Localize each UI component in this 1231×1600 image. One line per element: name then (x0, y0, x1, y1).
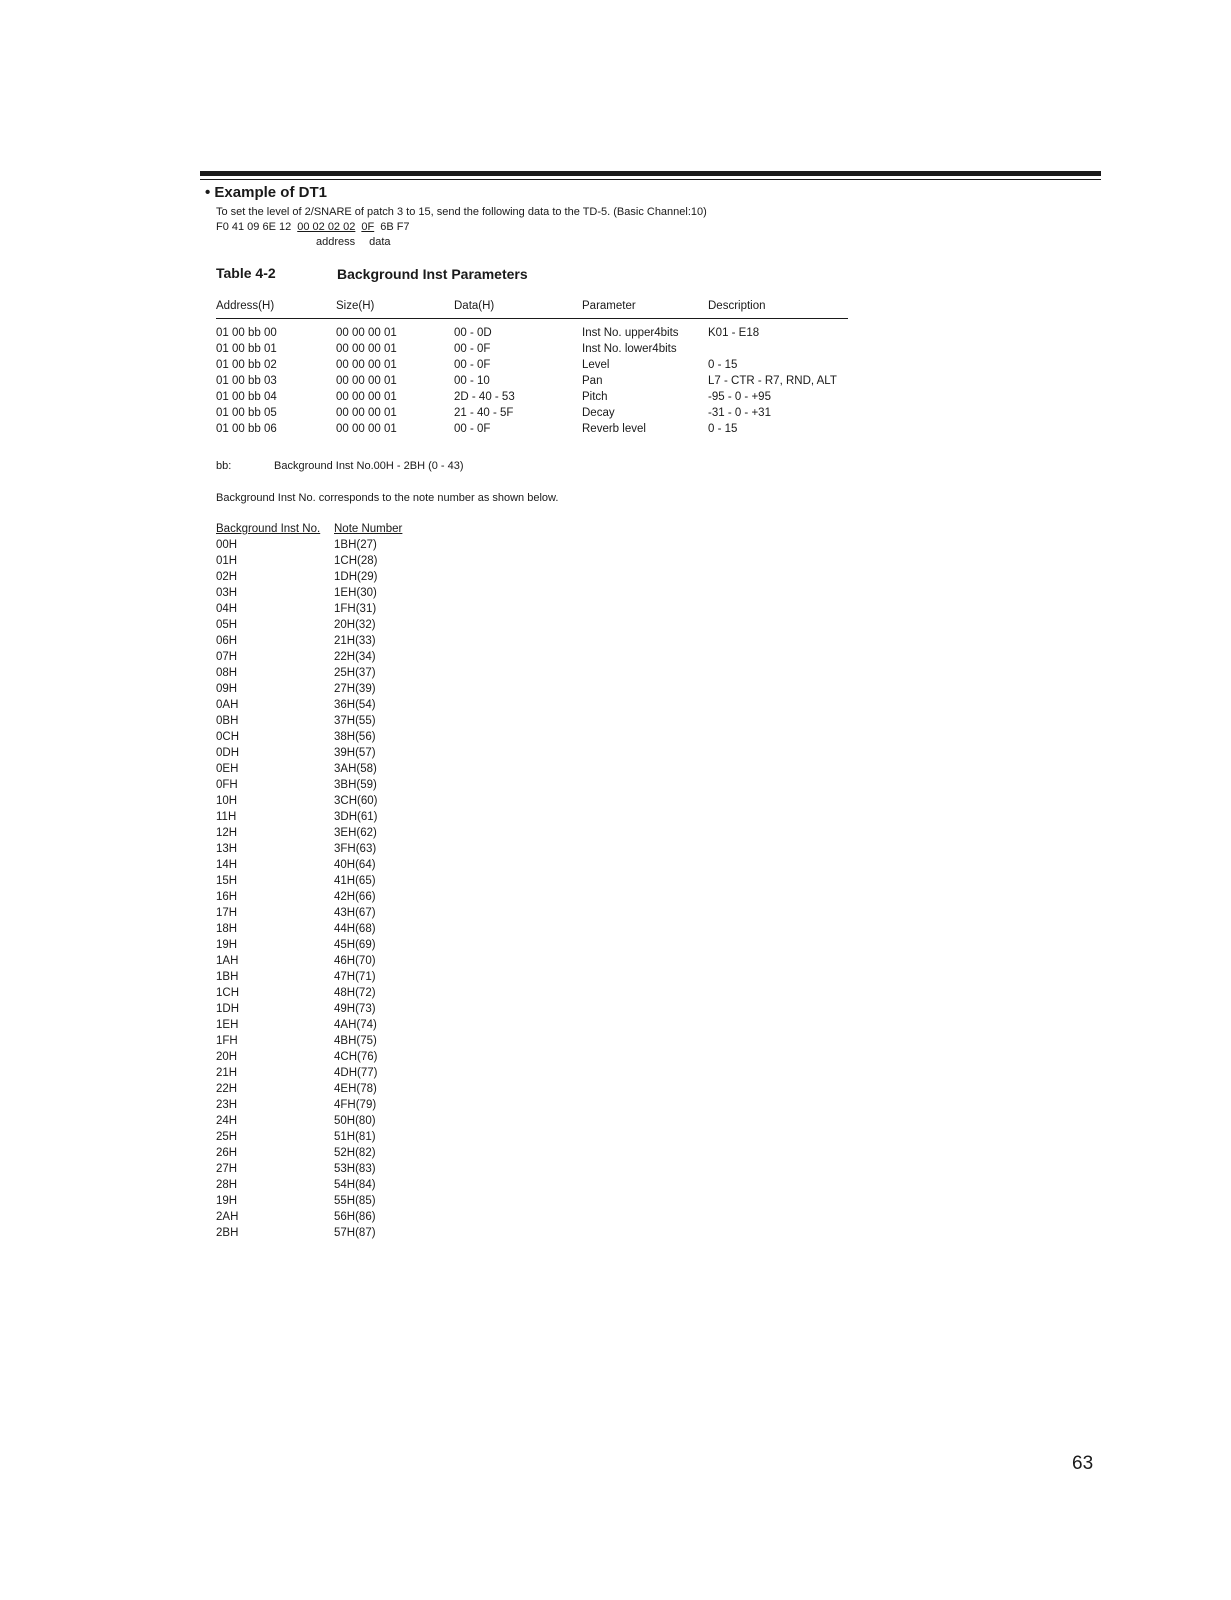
cell-background-inst-no: 00H (216, 539, 238, 551)
cell-background-inst-no: 17H (216, 907, 238, 919)
cell-note-number: 47H(71) (334, 971, 376, 983)
cell-note-number: 3EH(62) (334, 827, 377, 839)
cell-background-inst-no: 21H (216, 1067, 238, 1079)
cell-background-inst-no: 22H (216, 1083, 238, 1095)
cell-background-inst-no: 05H (216, 619, 238, 631)
header-background-inst-no: Background Inst No. (216, 523, 321, 535)
header-rule-thick (200, 171, 1101, 176)
code-address: 00 02 02 02 (297, 221, 356, 233)
cell-note-number: 40H(64) (334, 859, 376, 871)
cell-note-number: 37H(55) (334, 715, 376, 727)
cell-note-number: 22H(34) (334, 651, 376, 663)
cell-data: 00 - 10 (454, 375, 490, 387)
cell-background-inst-no: 24H (216, 1115, 238, 1127)
cell-parameter: Level (582, 359, 610, 371)
cell-note-number: 1DH(29) (334, 571, 378, 583)
cell-description: L7 - CTR - R7, RND, ALT (708, 375, 837, 387)
bb-description: Background Inst No.00H - 2BH (0 - 43) (274, 460, 464, 472)
cell-background-inst-no: 0EH (216, 763, 239, 775)
cell-background-inst-no: 1FH (216, 1035, 238, 1047)
cell-note-number: 50H(80) (334, 1115, 376, 1127)
cell-background-inst-no: 0CH (216, 731, 240, 743)
cell-background-inst-no: 28H (216, 1179, 238, 1191)
cell-background-inst-no: 13H (216, 843, 238, 855)
cell-note-number: 38H(56) (334, 731, 376, 743)
cell-note-number: 51H(81) (334, 1131, 376, 1143)
cell-address: 01 00 bb 03 (216, 375, 277, 387)
cell-note-number: 36H(54) (334, 699, 376, 711)
cell-note-number: 1BH(27) (334, 539, 377, 551)
parameter-table (216, 300, 848, 439)
cell-background-inst-no: 11H (216, 811, 237, 823)
parameter-table-body (216, 319, 848, 439)
table-row (216, 343, 848, 359)
cell-note-number: 4EH(78) (334, 1083, 377, 1095)
header-data: Data(H) (454, 300, 495, 312)
cell-note-number: 1FH(31) (334, 603, 377, 615)
cell-note-number: 39H(57) (334, 747, 376, 759)
cell-note-number: 44H(68) (334, 923, 376, 935)
cell-background-inst-no: 0BH (216, 715, 239, 727)
cell-note-number: 49H(73) (334, 1003, 376, 1015)
cell-address: 01 00 bb 00 (216, 327, 277, 339)
cell-note-number: 25H(37) (334, 667, 376, 679)
example-description: To set the level of 2/SNARE of patch 3 to 15, send the following data to the TD-5. (Basic Channel:10) (216, 206, 707, 218)
header-rule-thin (200, 179, 1101, 180)
cell-data: 00 - 0F (454, 423, 491, 435)
cell-size: 00 00 00 01 (336, 375, 397, 387)
cell-background-inst-no: 10H (216, 795, 238, 807)
cell-background-inst-no: 19H (216, 939, 238, 951)
cell-note-number: 45H(69) (334, 939, 376, 951)
cell-note-number: 27H(39) (334, 683, 376, 695)
cell-size: 00 00 00 01 (336, 343, 397, 355)
cell-note-number: 3FH(63) (334, 843, 377, 855)
cell-background-inst-no: 04H (216, 603, 238, 615)
label-data: data (369, 236, 391, 248)
cell-background-inst-no: 02H (216, 571, 238, 583)
cell-note-number: 20H(32) (334, 619, 376, 631)
cell-background-inst-no: 1EH (216, 1019, 239, 1031)
cell-size: 00 00 00 01 (336, 407, 397, 419)
table-row (216, 327, 848, 343)
cell-background-inst-no: 18H (216, 923, 238, 935)
cell-note-number: 4DH(77) (334, 1067, 378, 1079)
cell-data: 00 - 0F (454, 359, 491, 371)
cell-address: 01 00 bb 04 (216, 391, 277, 403)
parameter-table-header (216, 300, 848, 319)
table-row (216, 359, 848, 375)
cell-address: 01 00 bb 06 (216, 423, 277, 435)
cell-size: 00 00 00 01 (336, 423, 397, 435)
cell-parameter: Pitch (582, 391, 608, 403)
cell-data: 21 - 40 - 5F (454, 407, 514, 419)
bb-label: bb: (216, 460, 232, 472)
cell-background-inst-no: 07H (216, 651, 238, 663)
cell-description: 0 - 15 (708, 359, 738, 371)
example-sysex-code (216, 221, 410, 233)
cell-background-inst-no: 26H (216, 1147, 238, 1159)
cell-background-inst-no: 25H (216, 1131, 238, 1143)
code-prefix: F0 41 09 6E 12 (216, 221, 292, 233)
cell-address: 01 00 bb 01 (216, 343, 277, 355)
table-number: Table 4-2 (216, 265, 276, 281)
cell-background-inst-no: 1BH (216, 971, 239, 983)
cell-note-number: 53H(83) (334, 1163, 376, 1175)
cell-size: 00 00 00 01 (336, 327, 397, 339)
cell-note-number: 57H(87) (334, 1227, 376, 1239)
cell-background-inst-no: 1AH (216, 955, 239, 967)
cell-size: 00 00 00 01 (336, 391, 397, 403)
cell-data: 00 - 0D (454, 327, 492, 339)
table-title: Background Inst Parameters (337, 266, 528, 282)
cell-background-inst-no: 2BH (216, 1227, 239, 1239)
header-note-number: Note Number (334, 523, 403, 535)
cell-note-number: 43H(67) (334, 907, 376, 919)
example-code-labels (316, 236, 405, 248)
cell-note-number: 4CH(76) (334, 1051, 378, 1063)
header-parameter: Parameter (582, 300, 636, 312)
cell-note-number: 3DH(61) (334, 811, 378, 823)
cell-background-inst-no: 1DH (216, 1003, 240, 1015)
cell-note-number: 52H(82) (334, 1147, 376, 1159)
cell-description: -95 - 0 - +95 (708, 391, 771, 403)
cell-note-number: 55H(85) (334, 1195, 376, 1207)
cell-note-number: 3CH(60) (334, 795, 378, 807)
cell-description: -31 - 0 - +31 (708, 407, 771, 419)
cell-background-inst-no: 2AH (216, 1211, 239, 1223)
cell-note-number: 42H(66) (334, 891, 376, 903)
cell-background-inst-no: 06H (216, 635, 238, 647)
cell-parameter: Reverb level (582, 423, 646, 435)
cell-background-inst-no: 0DH (216, 747, 240, 759)
cell-address: 01 00 bb 02 (216, 359, 277, 371)
cell-note-number: 21H(33) (334, 635, 376, 647)
cell-data: 2D - 40 - 53 (454, 391, 515, 403)
cell-note-number: 1CH(28) (334, 555, 378, 567)
cell-note-number: 54H(84) (334, 1179, 376, 1191)
example-title: • Example of DT1 (205, 184, 327, 201)
cell-background-inst-no: 14H (216, 859, 238, 871)
correspondence-text: Background Inst No. corresponds to the note number as shown below. (216, 492, 559, 504)
cell-background-inst-no: 16H (216, 891, 238, 903)
cell-note-number: 3BH(59) (334, 779, 377, 791)
cell-size: 00 00 00 01 (336, 359, 397, 371)
cell-note-number: 4BH(75) (334, 1035, 377, 1047)
cell-description: 0 - 15 (708, 423, 738, 435)
cell-note-number: 4AH(74) (334, 1019, 377, 1031)
header-size: Size(H) (336, 300, 375, 312)
cell-note-number: 4FH(79) (334, 1099, 377, 1111)
cell-description: K01 - E18 (708, 327, 760, 339)
cell-note-number: 41H(65) (334, 875, 376, 887)
cell-note-number: 1EH(30) (334, 587, 377, 599)
page-number: 63 (1072, 1453, 1094, 1474)
cell-background-inst-no: 23H (216, 1099, 238, 1111)
cell-data: 00 - 0F (454, 343, 491, 355)
cell-note-number: 48H(72) (334, 987, 376, 999)
header-address: Address(H) (216, 300, 275, 312)
cell-background-inst-no: 20H (216, 1051, 238, 1063)
cell-note-number: 56H(86) (334, 1211, 376, 1223)
cell-background-inst-no: 03H (216, 587, 238, 599)
cell-background-inst-no: 19H (216, 1195, 238, 1207)
cell-note-number: 3AH(58) (334, 763, 377, 775)
code-suffix: 6B F7 (380, 221, 410, 233)
cell-parameter: Inst No. upper4bits (582, 327, 679, 339)
cell-background-inst-no: 09H (216, 683, 238, 695)
cell-background-inst-no: 27H (216, 1163, 238, 1175)
cell-background-inst-no: 0AH (216, 699, 239, 711)
cell-parameter: Inst No. lower4bits (582, 343, 677, 355)
table-row (216, 423, 848, 439)
cell-address: 01 00 bb 05 (216, 407, 277, 419)
cell-note-number: 46H(70) (334, 955, 376, 967)
cell-background-inst-no: 08H (216, 667, 238, 679)
code-data: 0F (361, 221, 375, 233)
table-row (216, 375, 848, 391)
cell-background-inst-no: 0FH (216, 779, 238, 791)
header-description: Description (708, 300, 766, 312)
table-row (216, 391, 848, 407)
cell-background-inst-no: 12H (216, 827, 238, 839)
cell-background-inst-no: 01H (216, 555, 238, 567)
cell-parameter: Decay (582, 407, 615, 419)
cell-background-inst-no: 15H (216, 875, 238, 887)
label-address: address (316, 236, 356, 248)
cell-parameter: Pan (582, 375, 603, 387)
cell-background-inst-no: 1CH (216, 987, 240, 999)
table-row (216, 407, 848, 423)
